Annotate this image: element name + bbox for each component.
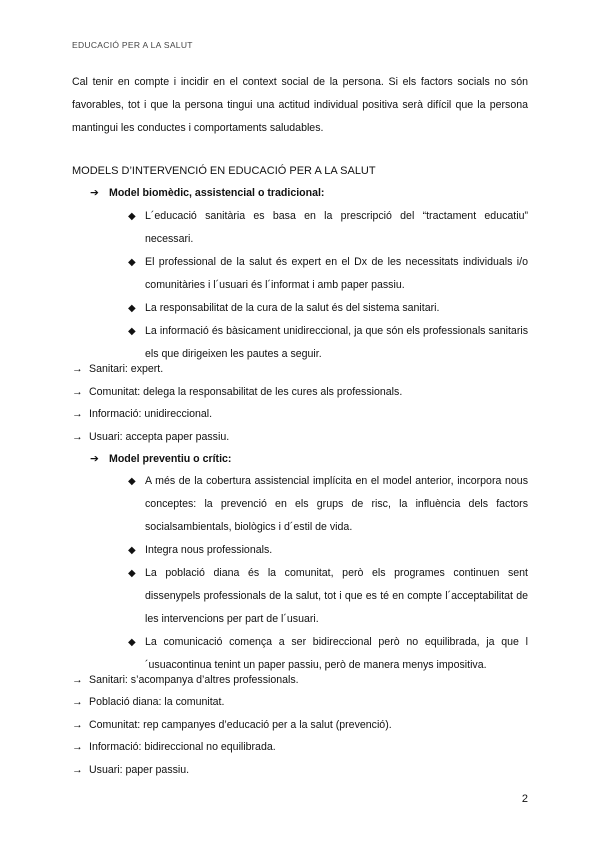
model2-feature-comunitat: → Comunitat: rep campanyes d’educació per a la salut (prevenció). [72,714,392,737]
thin-arrow-icon: → [72,363,83,375]
list-item: ◆ La responsabilitat de la cura de la salut és del sistema sanitari. [128,297,528,320]
diamond-bullet-icon: ◆ [128,568,136,579]
thin-arrow-icon: → [72,764,83,776]
arrow-right-icon: ➔ [90,453,99,465]
diamond-bullet-icon: ◆ [128,637,136,648]
model2-bullet-list [128,470,528,677]
model2-title: Model preventiu o crític: [109,453,232,465]
running-header: EDUCACIÓ PER A LA SALUT [72,40,193,50]
diamond-bullet-icon: ◆ [128,303,136,314]
model1-heading [90,182,324,205]
diamond-bullet-icon: ◆ [128,545,136,556]
arrow-right-icon: ➔ [90,187,99,199]
diamond-bullet-icon: ◆ [128,326,136,337]
thin-arrow-icon: → [72,386,83,398]
list-item: ◆ L´educació sanitària es basa en la prescripció del “tractament educatiu” necessari. [128,205,528,251]
page-number: 2 [521,793,528,805]
model2-feature-sanitari: → Sanitari: s’acompanya d’altres professionals. [72,669,299,692]
list-item: ◆ A més de la cobertura assistencial implícita en el model anterior, incorpora nous conceptes: la prevenció en els grups de risc, la influència dels factors socialsambientals, biològics i d´estil de vida. [128,470,528,539]
model2-feature-poblacio: → Població diana: la comunitat. [72,691,224,714]
model1-feature-informacio: → Informació: unidireccional. [72,403,212,426]
model1-feature-sanitari: → Sanitari: expert. [72,358,163,381]
thin-arrow-icon: → [72,696,83,708]
section-title: MODELS D’INTERVENCIÓ EN EDUCACIÓ PER A LA SALUT [72,165,376,177]
model1-title: Model biomèdic, assistencial o tradicional: [109,187,325,199]
diamond-bullet-icon: ◆ [128,211,136,222]
thin-arrow-icon: → [72,719,83,731]
thin-arrow-icon: → [72,741,83,753]
diamond-bullet-icon: ◆ [128,257,136,268]
intro-paragraph: Cal tenir en compte i incidir en el context social de la persona. Si els factors socials no són favorables, tot i que la persona tingui una actitud individual positiva serà difícil que la persona mantingui les conductes i comportaments saludables. [72,76,528,134]
model2-feature-informacio: → Informació: bidireccional no equilibrada. [72,736,276,759]
diamond-bullet-icon: ◆ [128,476,136,487]
model2-heading [90,448,231,471]
list-item: ◆ La informació és bàsicament unidireccional, ja que són els professionals sanitaris els que dirigeixen les pautes a seguir. [128,320,528,366]
list-item: ◆ Integra nous professionals. [128,539,528,562]
model1-feature-usuari: → Usuari: accepta paper passiu. [72,426,229,449]
list-item: ◆ La població diana és la comunitat, però els programes continuen sent dissenypels professionals de la salut, tot i que es té en compte l´acceptabilitat de les intervencions per part de l´usuari. [128,562,528,631]
model1-bullet-list [128,205,528,366]
list-item: ◆ La comunicació comença a ser bidireccional però no equilibrada, ja que l´usuacontinua tenint un paper passiu, però de manera menys impositiva. [128,631,528,677]
thin-arrow-icon: → [72,431,83,443]
thin-arrow-icon: → [72,408,83,420]
model1-feature-comunitat: → Comunitat: delega la responsabilitat de les cures als professionals. [72,381,402,404]
list-item: ◆ El professional de la salut és expert en el Dx de les necessitats individuals i/o comunitàries i l´usuari és l´informat i amb paper passiu. [128,251,528,297]
thin-arrow-icon: → [72,674,83,686]
model2-feature-usuari: → Usuari: paper passiu. [72,759,189,782]
